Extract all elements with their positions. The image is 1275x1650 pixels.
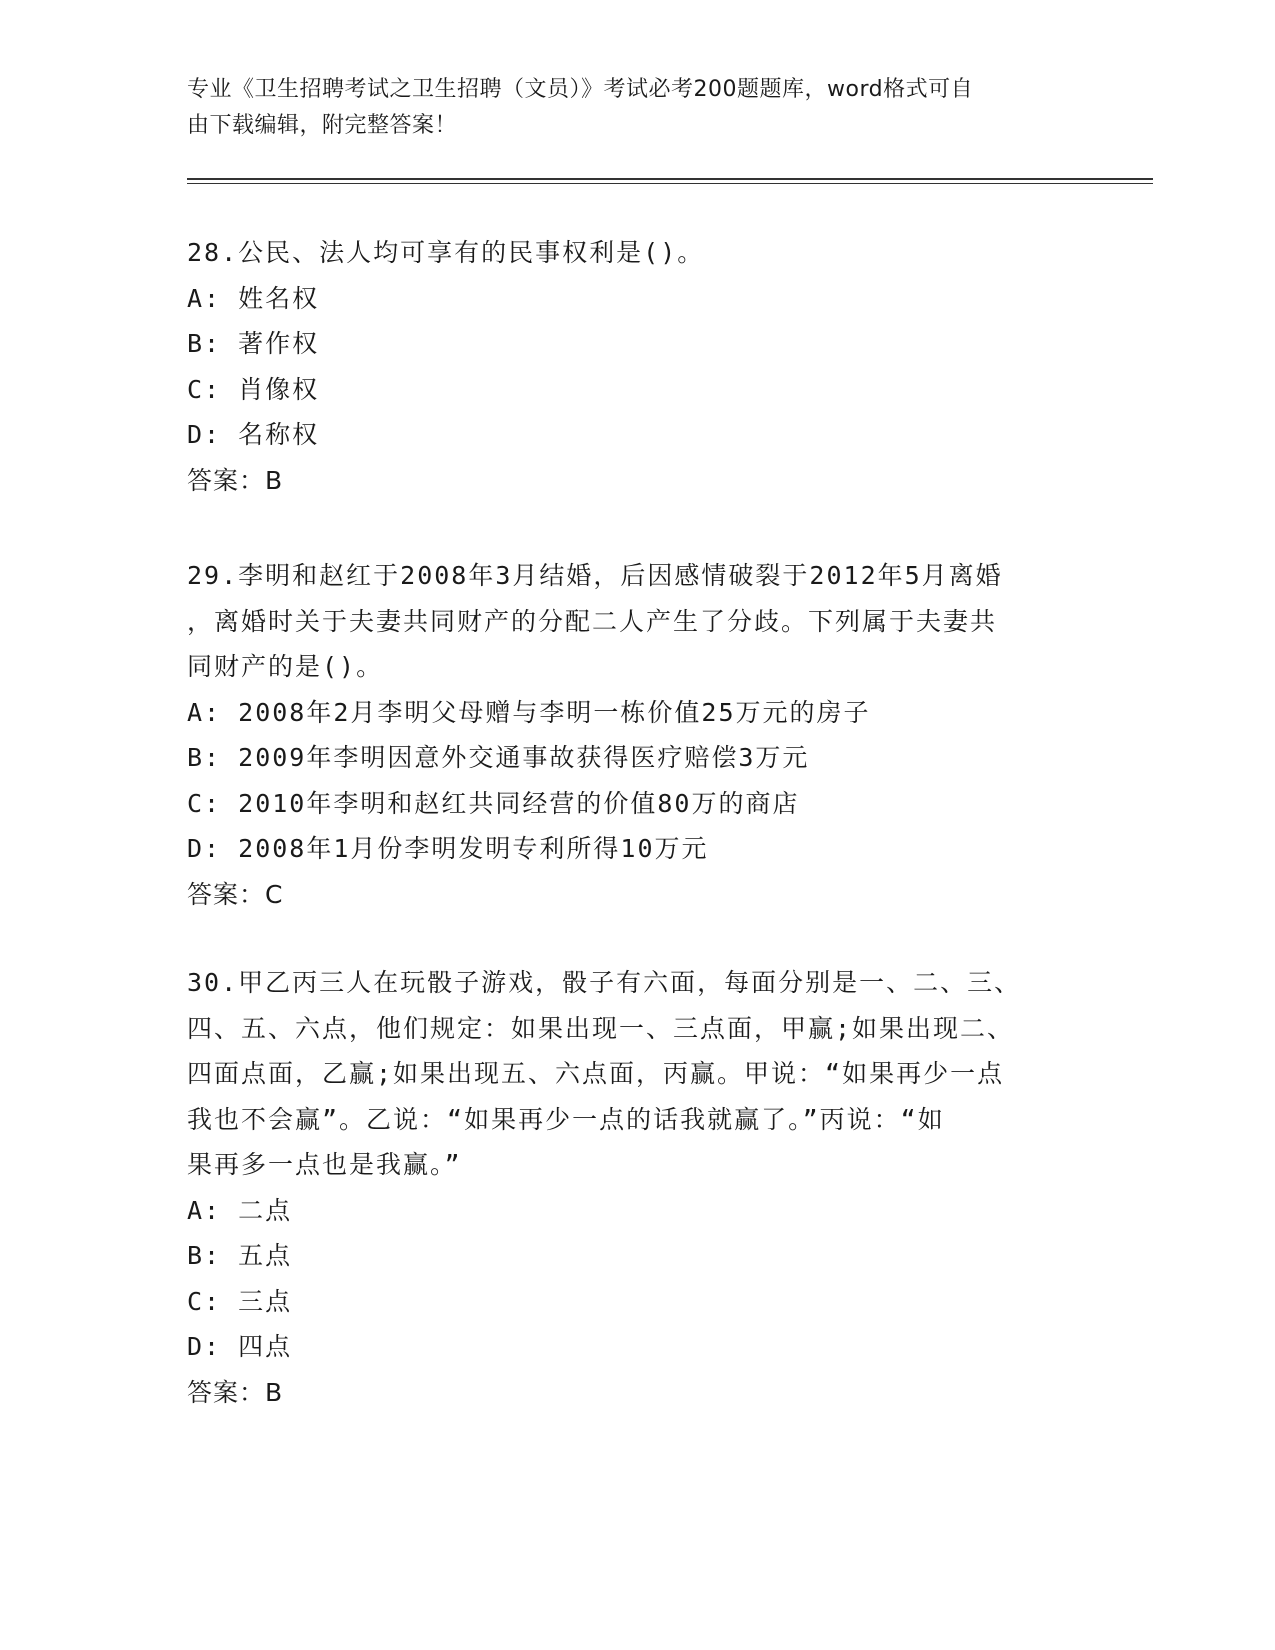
option-a: A: 二点 [187, 1195, 293, 1225]
answer: 答案：C [187, 879, 284, 909]
question-30 [187, 960, 1087, 1415]
question-stem: 同财产的是()。 [187, 652, 384, 681]
option-c: C: 三点 [187, 1286, 293, 1316]
answer: 答案：B [187, 1377, 284, 1407]
question-stem: 四、五、六点，他们规定：如果出现一、三点面，甲赢;如果出现二、 [187, 1013, 1015, 1043]
question-stem: 我也不会赢”。乙说：“如果再少一点的话我就赢了。”丙说：“如 [187, 1104, 945, 1134]
option-d: D: 名称权 [187, 420, 320, 449]
header-divider [187, 178, 1153, 180]
question-29 [187, 553, 1087, 917]
document-header [187, 72, 1067, 144]
option-c: C: 2010年李明和赵红共同经营的价值80万的商店 [187, 788, 800, 818]
header-line-2: 由下载编辑，附完整答案！ [187, 113, 458, 138]
header-divider-thin [187, 183, 1153, 184]
question-stem: 28.公民、法人均可享有的民事权利是()。 [187, 238, 705, 267]
option-d: D: 四点 [187, 1332, 293, 1361]
option-d: D: 2008年1月份李明发明专利所得10万元 [187, 834, 709, 863]
option-a: A: 姓名权 [187, 283, 320, 313]
option-c: C: 肖像权 [187, 374, 320, 404]
question-28 [187, 230, 1087, 503]
header-line-1: 专业《卫生招聘考试之卫生招聘（文员）》考试必考200题题库，word格式可自 [187, 77, 974, 102]
question-stem: ，离婚时关于夫妻共同财产的分配二人产生了分歧。下列属于夫妻共 [187, 606, 998, 636]
option-a: A: 2008年2月李明父母赠与李明一栋价值25万元的房子 [187, 697, 871, 727]
question-stem: 29.李明和赵红于2008年3月结婚，后因感情破裂于2012年5月离婚 [187, 561, 1003, 590]
question-stem: 果再多一点也是我赢。” [187, 1150, 462, 1179]
answer: 答案：B [187, 465, 284, 495]
option-b: B: 著作权 [187, 329, 320, 358]
option-b: B: 五点 [187, 1241, 293, 1270]
question-stem: 30.甲乙丙三人在玩骰子游戏，骰子有六面，每面分别是一、二、三、 [187, 968, 1022, 997]
option-b: B: 2009年李明因意外交通事故获得医疗赔偿3万元 [187, 743, 810, 772]
question-stem: 四面点面，乙赢;如果出现五、六点面，丙赢。甲说：“如果再少一点 [187, 1059, 1005, 1088]
